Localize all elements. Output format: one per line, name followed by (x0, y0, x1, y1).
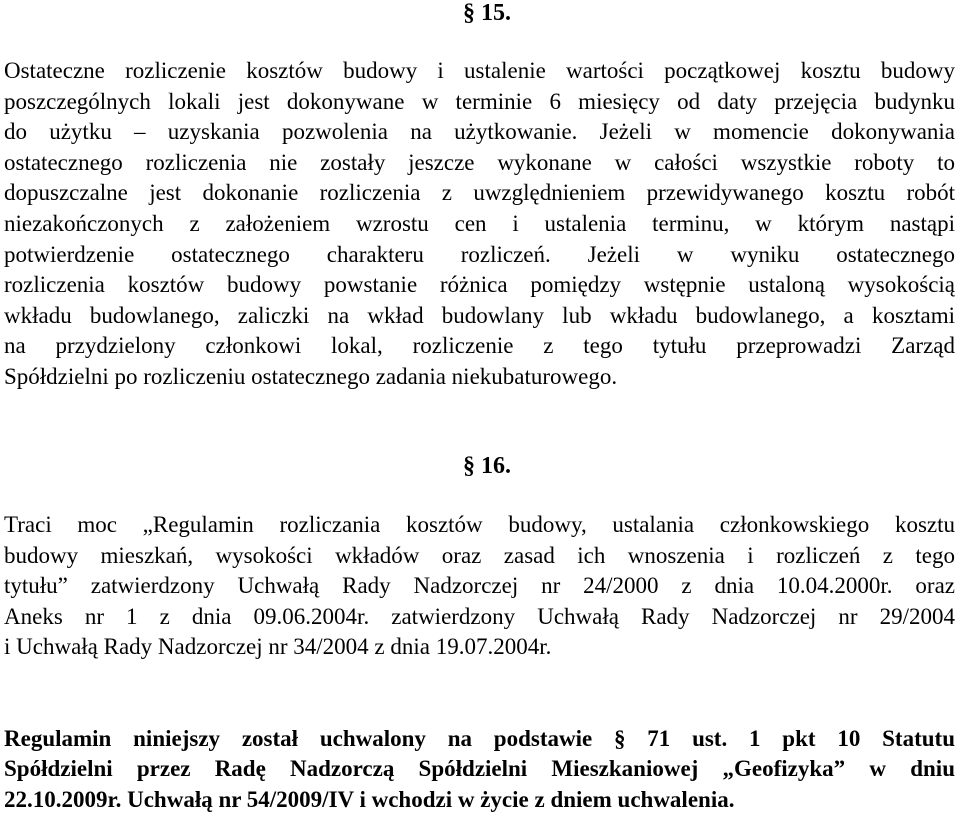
paragraph-line: na przydzielony członkowi lokal, rozliczenie z tego tytułu przeprowadzi Zarząd (4, 333, 955, 359)
paragraph-line: dopuszczalne jest dokonanie rozliczenia z uwzględnieniem przewidywanego kosztu robót (4, 180, 955, 206)
final-note-paragraph (4, 724, 955, 815)
paragraph-line: Regulamin niniejszy został uchwalony na podstawie § 71 ust. 1 pkt 10 Statutu (4, 726, 955, 751)
paragraph-line: niezakończonych z założeniem wzrostu cen i ustalenia terminu, w którym nastąpi (4, 210, 955, 236)
section-15-heading: § 15. (463, 0, 511, 26)
paragraph-line: tytułu” zatwierdzony Uchwałą Rady Nadzorczej nr 24/2000 z dnia 10.04.2000r. oraz (4, 573, 955, 599)
section-16-heading: § 16. (463, 453, 511, 479)
paragraph-line: ostatecznego rozliczenia nie zostały jeszcze wykonane w całości wszystkie roboty to (4, 149, 955, 175)
paragraph-line: Spółdzielni przez Radę Nadzorczą Spółdzielni Mieszkaniowej „Geofizyka” w dniu (4, 756, 955, 782)
paragraph-line: potwierdzenie ostatecznego charakteru rozliczeń. Jeżeli w wyniku ostatecznego (4, 241, 955, 267)
paragraph-line: i Uchwałą Rady Nadzorczej nr 34/2004 z dnia 19.07.2004r. (4, 634, 552, 660)
paragraph-line: rozliczenia kosztów budowy powstanie różnica pomiędzy wstępnie ustaloną wysokością (4, 272, 955, 298)
paragraph-line: do użytku – uzyskania pozwolenia na użytkowanie. Jeżeli w momencie dokonywania (4, 119, 955, 145)
paragraph-line: Ostateczne rozliczenie kosztów budowy i ustalenie wartości początkowej kosztu budowy (4, 58, 955, 83)
paragraph-line: poszczególnych lokali jest dokonywane w terminie 6 miesięcy od daty przejęcia budynku (4, 88, 955, 114)
paragraph-line: Spółdzielni po rozliczeniu ostatecznego zadania niekubaturowego. (4, 363, 618, 389)
paragraph-line: Traci moc „Regulamin rozliczania kosztów budowy, ustalania członkowskiego kosztu (4, 512, 955, 537)
paragraph-line: 22.10.2009r. Uchwałą nr 54/2009/IV i wchodzi w życie z dniem uchwalenia. (4, 786, 735, 812)
paragraph-line: budowy mieszkań, wysokości wkładów oraz zasad ich wnoszenia i rozliczeń z tego (4, 542, 955, 568)
section-16-paragraph (4, 510, 955, 663)
paragraph-line: Aneks nr 1 z dnia 09.06.2004r. zatwierdzony Uchwałą Rady Nadzorczej nr 29/2004 (4, 603, 955, 629)
paragraph-line: wkładu budowlanego, zaliczki na wkład budowlany lub wkładu budowlanego, a kosztami (4, 302, 955, 328)
section-15-paragraph (4, 56, 955, 393)
